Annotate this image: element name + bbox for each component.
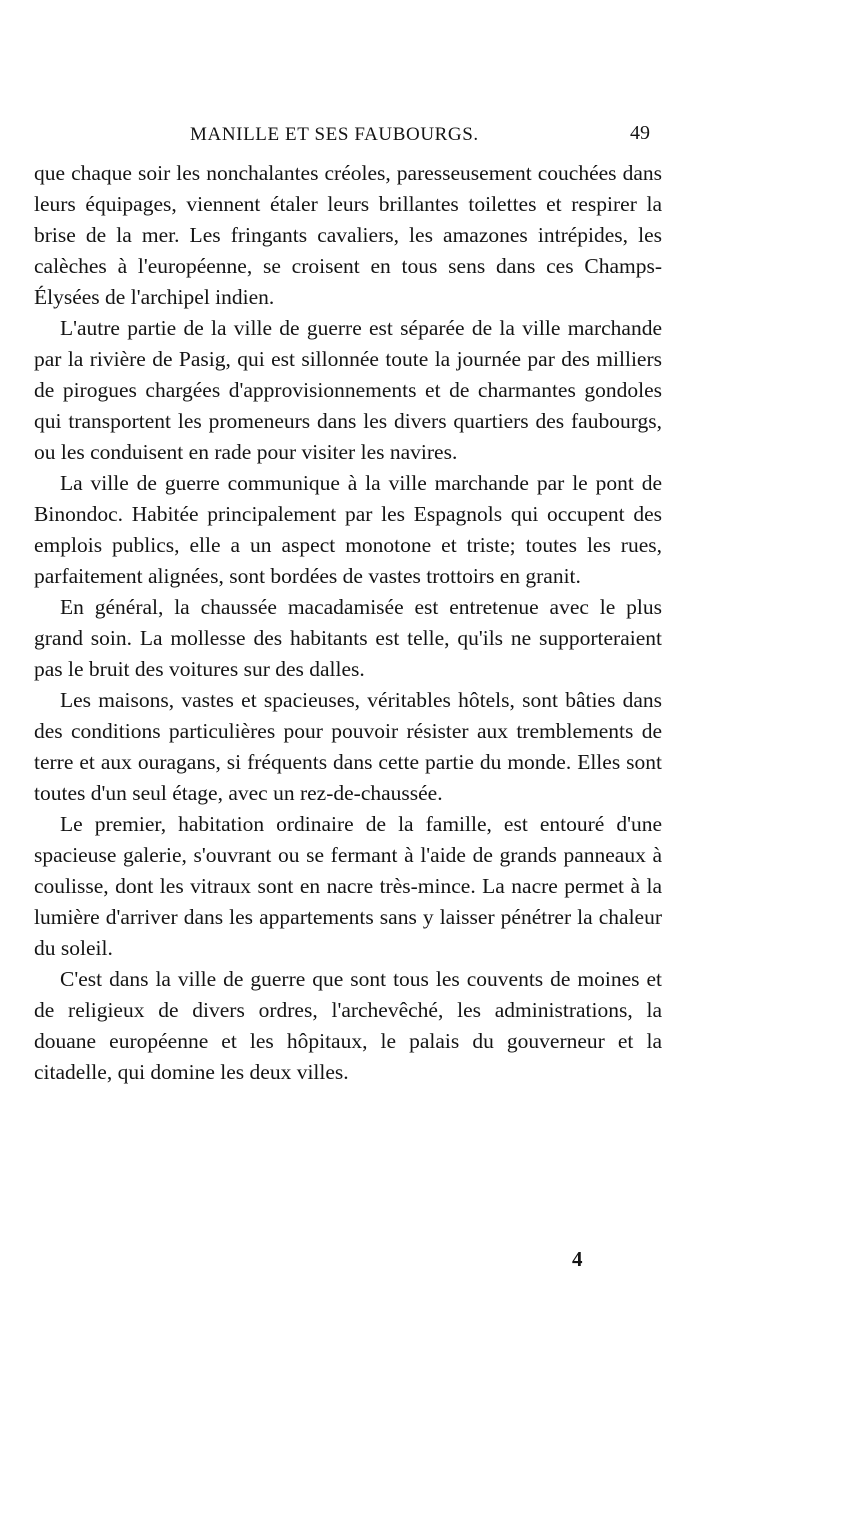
running-title: MANILLE ET SES FAUBOURGS.: [190, 124, 479, 145]
page-number: 49: [630, 122, 650, 144]
paragraph-2: L'autre partie de la ville de guerre est séparée de la ville marchande par la rivière de Pasig, qui est sillonnée toute la journée par des milliers de pirogues chargées d'approvisionnements et de charmantes gondoles qui transportent les promeneurs dans les divers quartiers des faubourgs, ou les conduisent en rade pour visiter les navires.: [34, 316, 662, 464]
paragraph-7: C'est dans la ville de guerre que sont tous les couvents de moines et de religieux de divers ordres, l'archevêché, les administrations, la douane européenne et les hôpitaux, le palais du gouverneur et la citadelle, qui domine les deux villes.: [34, 967, 662, 1084]
signature-mark: 4: [572, 1247, 583, 1271]
paragraph-5: Les maisons, vastes et spacieuses, véritables hôtels, sont bâties dans des conditions particulières pour pouvoir résister aux tremblements de terre et aux ouragans, si fréquents dans cette partie du monde. Elles sont toutes d'un seul étage, avec un rez-de-chaussée.: [34, 688, 662, 805]
paragraph-1: que chaque soir les nonchalantes créoles, paresseusement couchées dans leurs équipages, viennent étaler leurs brillantes toilettes et respirer la brise de la mer. Les fringants cavaliers, les amazones intrépides, les calèches à l'européenne, se croisent en tous sens dans ces Champs-Élysées de l'archipel indien.: [34, 161, 662, 309]
running-head: [0, 124, 864, 154]
body-text: [34, 158, 662, 1088]
paragraph-4: En général, la chaussée macadamisée est entretenue avec le plus grand soin. La mollesse des habitants est telle, qu'ils ne supporteraient pas le bruit des voitures sur des dalles.: [34, 595, 662, 681]
paragraph-3: La ville de guerre communique à la ville marchande par le pont de Binondoc. Habitée principalement par les Espagnols qui occupent des emplois publics, elle a un aspect monotone et triste; toutes les rues, parfaitement alignées, sont bordées de vastes trottoirs en granit.: [34, 471, 662, 588]
paragraph-6: Le premier, habitation ordinaire de la famille, est entouré d'une spacieuse galerie, s'ouvrant ou se fermant à l'aide de grands panneaux à coulisse, dont les vitraux sont en nacre très-mince. La nacre permet à la lumière d'arriver dans les appartements sans y laisser pénétrer la chaleur du soleil.: [34, 812, 662, 960]
